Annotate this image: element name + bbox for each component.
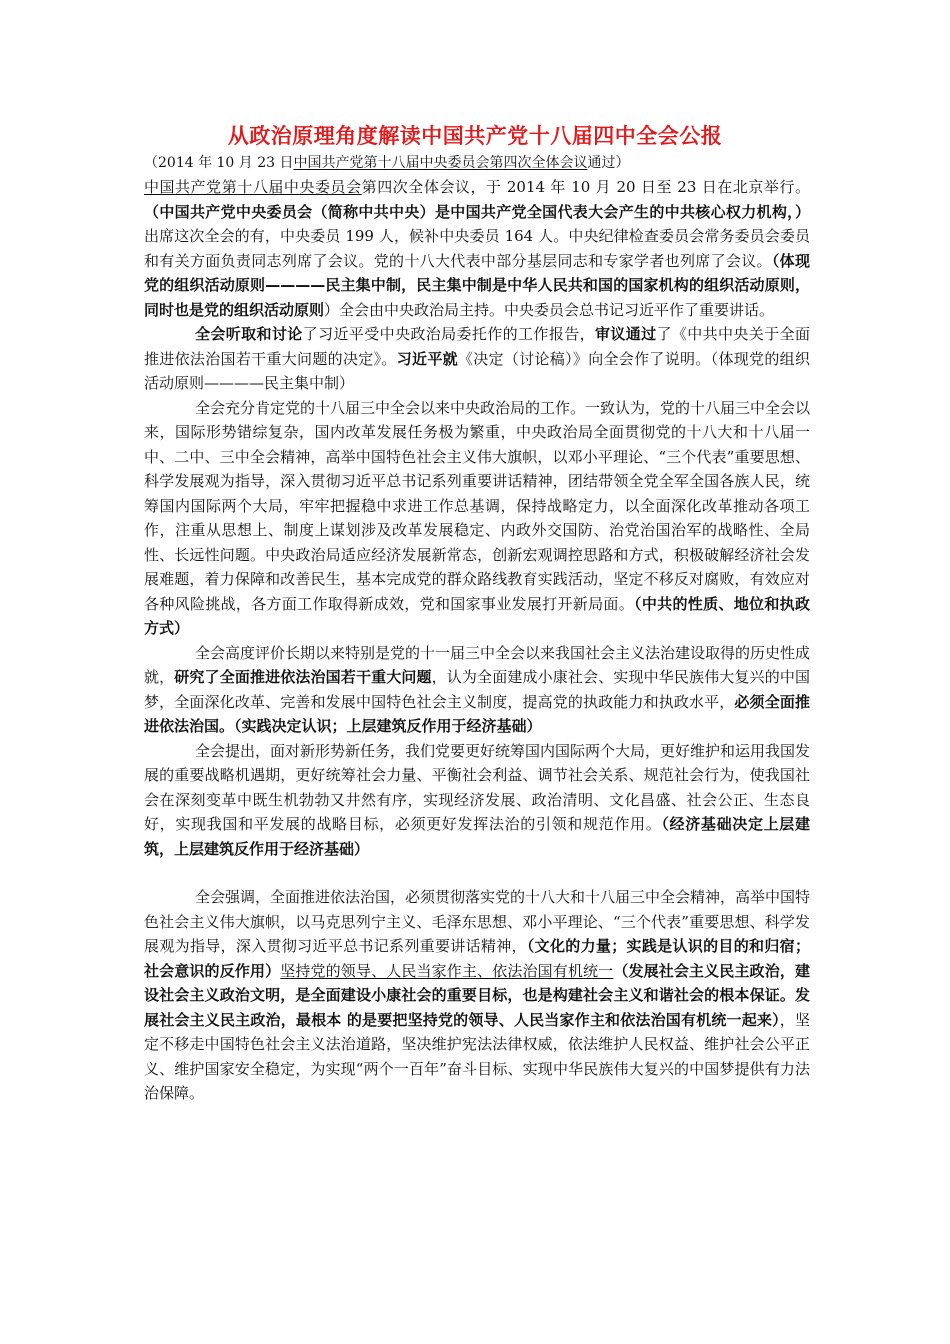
subtitle-meeting-link[interactable]: 中国共产党第十八届中央委员会第四次全体会议 (293, 155, 588, 171)
paragraph-spacer (144, 861, 810, 885)
p2-text-a: 了习近平受中央政治局委托作的工作报告， (302, 325, 595, 343)
p4-bold-b: 必须全面推进依法治国。（实践决定认识；上层建筑反作用于经济基础） (144, 692, 810, 735)
p1-note-a: （中国共产党中央委员会（简称中共中央）是中国共产党全国代表大会产生的中共核心权力机构，） (144, 202, 810, 221)
p2-bold-a: 全会听取和讨论 (195, 325, 303, 343)
paragraph-2 (144, 322, 810, 396)
p4-text-b: ，认为全面建成小康社会、实现中华民族伟大复兴的中国梦，全面深化改革、完善和发展中国特色社会主义制度，提高党的执政能力和执政水平， (144, 668, 810, 711)
p4-bold-a: 研究了全面推进依法治国若干重大问题 (174, 668, 432, 686)
document-body (144, 175, 810, 1106)
p5-text: 全会提出，面对新形势新任务，我们党要更好统筹国内国际两个大局，更好维护和运用我国发展的重要战略机遇期，更好统筹社会力量、平衡社会利益、调节社会关系、规范社会行为，使我国社会在深刻变革中既生机勃勃又井然有序，实现经济发展、政治清明、文化昌盛、社会公正、生态良好，实现我国和平发展的战略目标，必须更好发挥法治的引领和规范作用。 (144, 741, 811, 833)
paragraph-4 (144, 641, 810, 739)
subtitle-suffix: 通过） (587, 155, 630, 171)
document-subtitle (144, 152, 824, 174)
subtitle-date: （2014 年 10 月 23 日 (144, 155, 294, 171)
p6-note-b: （发展社会主义民主政治，建设社会主义政治文明，是全面建设小康社会的重要目标，也是构建社会主义和谐社会的根本保证。发展社会主义民主政治，最根本 的是要把坚持党的领导、人民当家作主和依法治国有机统一起来） (144, 961, 810, 1029)
p2-bold-c: 习近平就 (396, 349, 458, 368)
p1-text-b: 出席这次全会的有，中央委员 199 人，候补中央委员 164 人。中央纪律检查委员会常务委员会委员和有关方面负责同志列席了会议。党的十八大代表中部分基层同志和专家学者也列席了会议。 (144, 227, 810, 270)
paragraph-5 (144, 739, 810, 862)
p6-text-b: ，坚定不移走中国特色社会主义法治道路，坚决维护宪法法律权威，依法维护人民权益、维护社会公平正义、维护国家安全稳定，为实现“两个一百年”奋斗目标、实现中华民族伟大复兴的中国梦提供有力法治保障。 (144, 1010, 810, 1102)
document-title: 从政治原理角度解读中国共产党十八届四中全会公报 (227, 124, 723, 148)
p3-text: 全会充分肯定党的十八届三中全会以来中央政治局的工作。一致认为，党的十八届三中全会以来，国际形势错综复杂，国内改革发展任务极为繁重，中央政治局全面贯彻党的十八大和十八届一中、二中、三中全会精神，高举中国特色社会主义伟大旗帜，以邓小平理论、“三个代表”重要思想、科学发展观为指导，深入贯彻习近平总书记系列重要讲话精神，团结带领全党全军全国各族人民，统筹国内国际两个大局，牢牢把握稳中求进工作总基调，保持战略定力，以全面深化改革推动各项工作，注重从思想上、制度上谋划涉及改革发展稳定、内政外交国防、治党治国治军的战略性、全局性、长远性问题。中央政治局适应经济发展新常态，创新宏观调控思路和方式，积极破解经济社会发展难题，着力保障和改善民生，基本完成党的群众路线教育实践活动，坚定不移反对腐败，有效应对各种风险挑战，各方面工作取得新成效，党和国家事业发展打开新局面。 (144, 398, 811, 613)
p2-bold-b: 审议通过 (594, 325, 657, 343)
p5-note: （经济基础决定上层建筑，上层建筑反作用于经济基础） (144, 815, 810, 858)
paragraph-6 (144, 885, 810, 1106)
p2-text-b: 了《中共中央关于全面推进依法治国若干重大问题的决定》。 (144, 325, 810, 368)
p6-underlined-principle: 坚持党的领导、人民当家作主、依法治国有机统一 (280, 961, 614, 980)
paragraph-3 (144, 396, 810, 641)
committee-link[interactable]: 中国共产党第十八届中央委员会 (144, 178, 362, 196)
p3-note: （中共的性质、地位和执政方式） (144, 594, 810, 637)
p1-text-a: 第四次全体会议，于 2014 年 10 月 20 日至 23 日在北京举行。 (361, 178, 810, 196)
p1-note-b: （体现党的组织活动原则————民主集中制，民主集中制是中华人民共和国的国家机构的组织活动原则，同时也是党的组织活动原则 (144, 251, 810, 319)
paragraph-1 (144, 175, 810, 322)
p6-text-a: 全会强调，全面推进依法治国，必须贯彻落实党的十八大和十八届三中全会精神，高举中国特色社会主义伟大旗帜，以马克思列宁主义、毛泽东思想、邓小平理论、“三个代表”重要思想、科学发展观为指导，深入贯彻习近平总书记系列重要讲话精神， (144, 888, 811, 955)
p4-text-a: 全会高度评价长期以来特别是党的十一届三中全会以来我国社会主义法治建设取得的历史性成就， (144, 643, 811, 686)
p2-text-c: 《决定（讨论稿）》向全会作了说明。（体现党的组织活动原则————民主集中制） (144, 349, 810, 392)
p1-text-c: ）全会由中央政治局主持。中央委员会总书记习近平作了重要讲话。 (324, 300, 775, 319)
p6-note-a: （文化的力量；实践是认识的目的和归宿；社会意识的反作用） (144, 937, 810, 980)
